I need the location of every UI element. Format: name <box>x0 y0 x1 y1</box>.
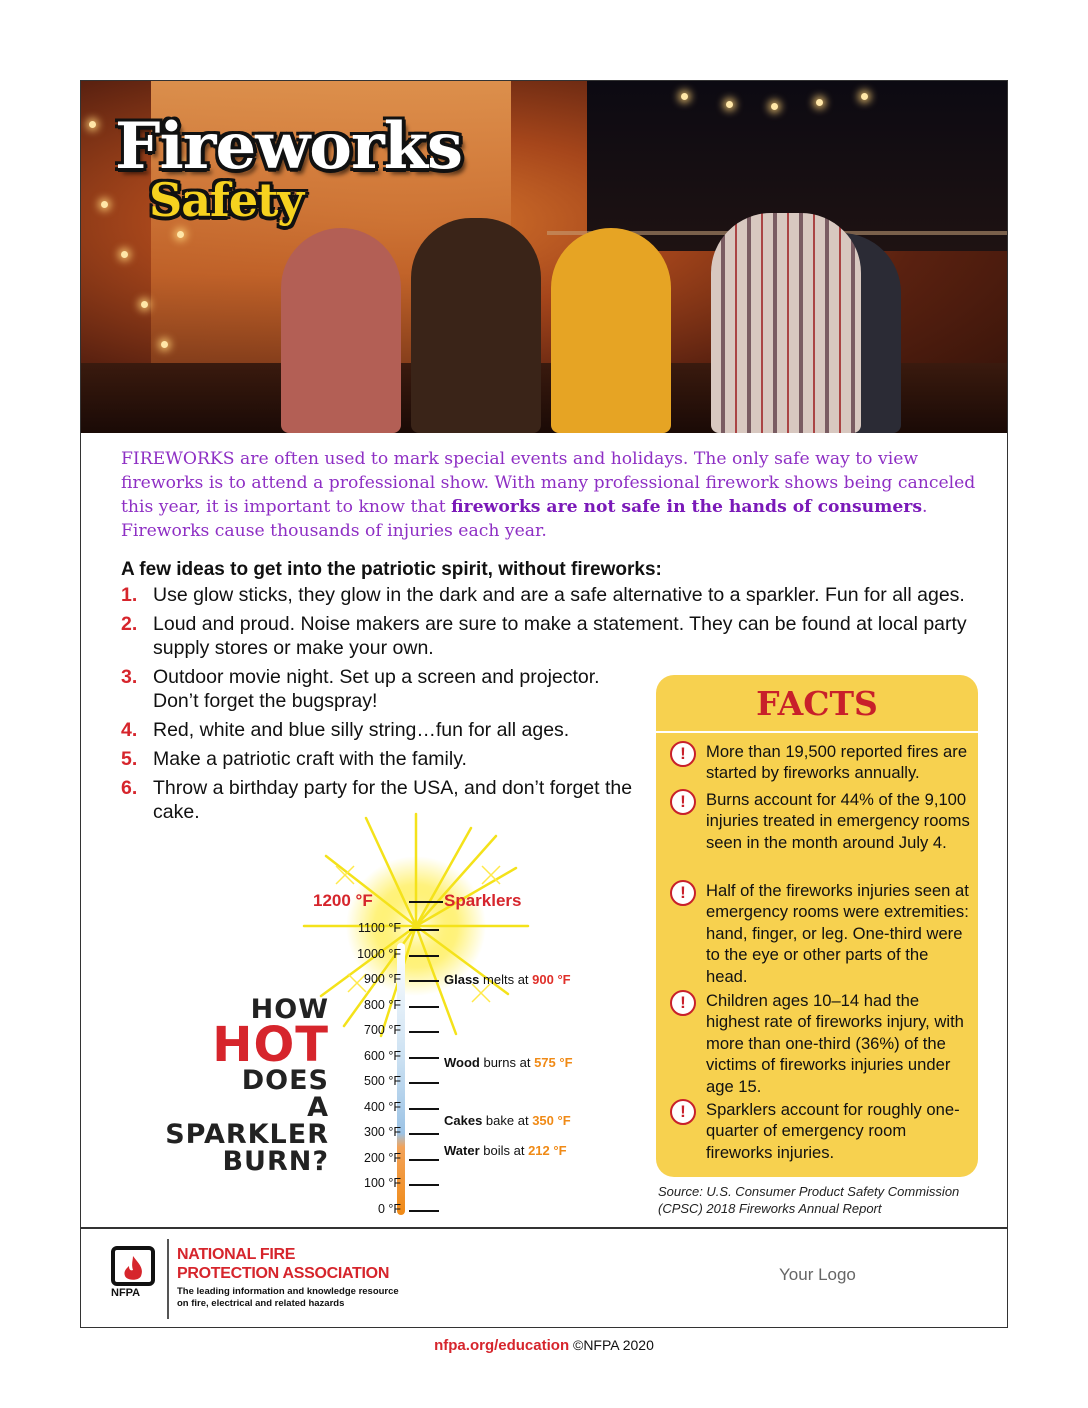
list-number: 3. <box>121 666 138 688</box>
list-item <box>121 665 636 713</box>
scale-label: 1000 °F <box>357 947 401 961</box>
scale-tick <box>409 1133 439 1135</box>
scale-tick <box>409 1082 439 1084</box>
title-safety: Safety <box>149 173 304 227</box>
scale-label: 700 °F <box>364 1023 401 1037</box>
note-wood: Wood burns at 575 °F <box>444 1055 573 1070</box>
footer-divider <box>81 1227 1007 1229</box>
scale-label: 500 °F <box>364 1074 401 1088</box>
note-water: Water boils at 212 °F <box>444 1143 567 1158</box>
org-tagline: The leading information and knowledge resource on fire, electrical and related hazards <box>177 1286 399 1309</box>
sparkler-label: Sparklers <box>444 891 522 910</box>
list-text: Loud and proud. Noise makers are sure to make a statement. They can be found at local party supply stores or make your own. <box>153 613 967 659</box>
fact-item: ! Children ages 10–14 had the highest rate of fireworks injury, with more than one-third (36%) of the victims of fireworks injuries under age 15. <box>670 990 970 1097</box>
headline-word: A <box>307 1092 329 1123</box>
list-item <box>121 583 981 607</box>
scale-tick <box>409 1006 439 1008</box>
list-item <box>121 747 636 771</box>
scale-label: 400 °F <box>364 1100 401 1114</box>
hero-title <box>115 109 463 227</box>
list-text: Throw a birthday party for the USA, and don’t forget the cake. <box>153 777 633 823</box>
exclamation-icon: ! <box>670 990 696 1016</box>
list-number: 6. <box>121 777 138 799</box>
scale-label: 100 °F <box>364 1176 401 1190</box>
bottom-credit: nfpa.org/education ©NFPA 2020 <box>434 1337 654 1354</box>
sparkler-temp: 1200 °F <box>313 891 373 910</box>
ideas-heading: A few ideas to get into the patriotic spirit, without fireworks: <box>121 559 662 580</box>
list-text: Outdoor movie night. Set up a screen and projector. Don’t forget the bugspray! <box>153 666 600 712</box>
scale-tick <box>409 929 439 931</box>
scale-label: 800 °F <box>364 998 401 1012</box>
fact-item: ! Burns account for 44% of the 9,100 injuries treated in emergency rooms seen in the month around July 4. <box>670 789 970 853</box>
scale-tick <box>409 1108 439 1110</box>
hero-photo <box>81 81 1007 433</box>
exclamation-icon: ! <box>670 1099 696 1125</box>
intro-paragraph <box>121 447 981 543</box>
headline-word: HOW <box>250 994 329 1025</box>
svg-text:NFPA: NFPA <box>111 1287 141 1298</box>
exclamation-icon: ! <box>670 789 696 815</box>
intro-emphasis: fireworks are not safe in the hands of consumers <box>451 497 923 517</box>
fact-item: ! More than 19,500 reported fires are started by fireworks annually. <box>670 741 970 784</box>
exclamation-icon: ! <box>670 880 696 906</box>
scale-tick <box>409 980 439 982</box>
how-hot-headline <box>139 996 329 1175</box>
scale-tick <box>409 1057 439 1059</box>
facts-source: Source: U.S. Consumer Product Safety Commission (CPSC) 2018 Fireworks Annual Report <box>658 1184 960 1216</box>
list-text: Red, white and blue silly string…fun for all ages. <box>153 719 570 741</box>
scale-tick <box>409 1159 439 1161</box>
scale-label: 200 °F <box>364 1151 401 1165</box>
headline-word: SPARKLER <box>165 1119 329 1150</box>
list-item <box>121 612 981 660</box>
fact-item: ! Half of the fireworks injuries seen at emergency rooms were extremities: hand, finger, or leg. One-third were to the eye or other parts of the head. <box>670 880 970 987</box>
scale-label: 300 °F <box>364 1125 401 1139</box>
headline-word: BURN? <box>222 1146 329 1177</box>
intro-text-end: . Fireworks cause thousands of injuries each year. <box>121 497 928 541</box>
your-logo-placeholder: Your Logo <box>779 1265 856 1284</box>
scale-label: 600 °F <box>364 1049 401 1063</box>
exclamation-icon: ! <box>670 741 696 767</box>
list-item <box>121 718 636 742</box>
scale-tick <box>409 1210 439 1212</box>
note-glass: Glass melts at 900 °F <box>444 972 571 987</box>
facts-card <box>656 675 978 1177</box>
headline-word: DOES <box>241 1065 329 1096</box>
headline-hot: HOT <box>212 1017 329 1073</box>
list-number: 2. <box>121 613 138 635</box>
nfpa-link[interactable]: nfpa.org/education <box>434 1337 570 1354</box>
scale-label: 0 °F <box>377 1202 401 1216</box>
note-cakes: Cakes bake at 350 °F <box>444 1113 571 1128</box>
facts-heading: FACTS <box>756 684 878 723</box>
fact-item: ! Sparklers account for roughly one-quarter of emergency room fireworks injuries. <box>670 1099 970 1163</box>
list-number: 1. <box>121 584 138 606</box>
flyer-frame <box>80 80 1008 1328</box>
list-text: Use glow sticks, they glow in the dark and are a safe alternative to a sparkler. Fun for all ages. <box>153 584 965 606</box>
intro-text: FIREWORKS are often used to mark special events and holidays. The only safe way to view fireworks is to attend a professional show. With many professional firework shows being canceled this year, it is important to know that <box>121 449 976 517</box>
list-text: Make a patriotic craft with the family. <box>153 748 467 770</box>
scale-label: 1100 °F <box>358 921 401 935</box>
nfpa-logo-icon <box>111 1246 161 1298</box>
scale-label: 900 °F <box>364 972 401 986</box>
scale-tick <box>409 955 439 957</box>
list-number: 4. <box>121 719 138 741</box>
list-number: 5. <box>121 748 138 770</box>
title-fireworks: Fireworks <box>115 109 463 184</box>
scale-tick <box>409 1031 439 1033</box>
org-name: NATIONAL FIRE PROTECTION ASSOCIATION <box>177 1246 390 1282</box>
scale-tick <box>409 1184 439 1186</box>
